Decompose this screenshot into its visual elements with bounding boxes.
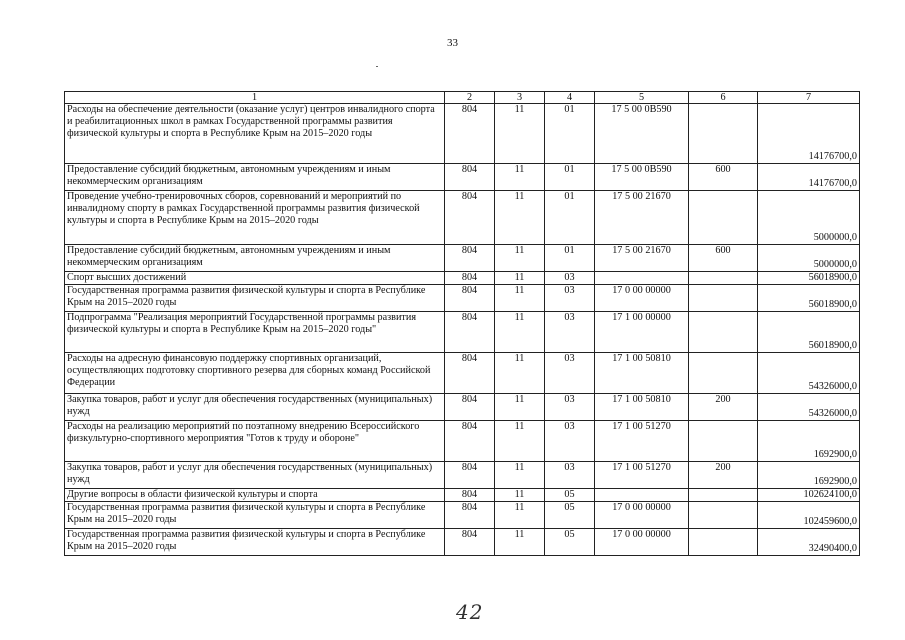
table-row [65,353,860,394]
table-header-row [65,92,860,104]
page-number: 33 [447,37,458,49]
cell-amount: 14176700,0 [758,164,860,191]
cell-col5: 17 5 00 0В590 [595,164,689,191]
cell-col3: 11 [495,394,545,421]
cell-col5: 17 0 00 00000 [595,285,689,312]
cell-col5: 17 1 00 51270 [595,462,689,489]
row-name: Закупка товаров, работ и услуг для обеспечения государственных (муниципальных) нужд [65,394,445,421]
cell-col3: 11 [495,529,545,556]
cell-col4: 03 [545,353,595,394]
table-row [65,104,860,164]
row-name: Государственная программа развития физической культуры и спорта в Республике Крым на 2015–2020 годы [65,502,445,529]
cell-col6 [689,489,758,502]
cell-col6 [689,191,758,245]
cell-col3: 11 [495,312,545,353]
cell-col6: 200 [689,394,758,421]
cell-col3: 11 [495,285,545,312]
cell-col3: 11 [495,245,545,272]
row-name: Другие вопросы в области физической культуры и спорта [65,489,445,502]
cell-col5: 17 1 00 51270 [595,421,689,462]
cell-col5: 17 0 00 00000 [595,529,689,556]
row-name: Предоставление субсидий бюджетным, автономным учреждениям и иным некоммерческим организациям [65,164,445,191]
cell-col2: 804 [445,104,495,164]
cell-col4: 03 [545,272,595,285]
cell-col2: 804 [445,353,495,394]
cell-amount: 54326000,0 [758,394,860,421]
cell-col6 [689,421,758,462]
column-header-2: 2 [445,92,495,104]
cell-col2: 804 [445,245,495,272]
column-header-4: 4 [545,92,595,104]
cell-col4: 01 [545,104,595,164]
cell-col4: 03 [545,285,595,312]
cell-col2: 804 [445,164,495,191]
cell-amount: 56018900,0 [758,272,860,285]
cell-col6: 600 [689,245,758,272]
cell-col3: 11 [495,462,545,489]
column-header-7: 7 [758,92,860,104]
row-name: Предоставление субсидий бюджетным, автономным учреждениям и иным некоммерческим организациям [65,245,445,272]
row-name: Спорт высших достижений [65,272,445,285]
cell-col3: 11 [495,353,545,394]
table-row [65,285,860,312]
row-name: Государственная программа развития физической культуры и спорта в Республике Крым на 2015–2020 годы [65,285,445,312]
row-name: Расходы на адресную финансовую поддержку спортивных организаций, осуществляющих подготовку спортивного резерва для сборных команд Российской Федерации [65,353,445,394]
cell-col2: 804 [445,312,495,353]
cell-col2: 804 [445,191,495,245]
table-row [65,394,860,421]
cell-col4: 01 [545,164,595,191]
cell-col5: 17 1 00 50810 [595,394,689,421]
cell-col6: 200 [689,462,758,489]
cell-col2: 804 [445,462,495,489]
cell-col5: 17 1 00 50810 [595,353,689,394]
cell-col5: 17 0 00 00000 [595,502,689,529]
table-row [65,191,860,245]
cell-col4: 01 [545,245,595,272]
row-name: Подпрограмма "Реализация мероприятий Государственной программы развития физической культуры и спорта в Республике Крым на 2015–2020 годы" [65,312,445,353]
cell-col2: 804 [445,421,495,462]
cell-col2: 804 [445,502,495,529]
cell-col4: 05 [545,489,595,502]
column-header-3: 3 [495,92,545,104]
table-row [65,272,860,285]
scan-speck [376,66,378,67]
cell-col6 [689,353,758,394]
cell-amount: 54326000,0 [758,353,860,394]
row-name: Расходы на реализацию мероприятий по поэтапному внедрению Всероссийского физкультурно-спортивного мероприятия "Готов к труду и обороне" [65,421,445,462]
cell-col2: 804 [445,394,495,421]
cell-col4: 03 [545,394,595,421]
cell-col6 [689,502,758,529]
cell-col6 [689,529,758,556]
cell-amount: 56018900,0 [758,285,860,312]
cell-amount: 102624100,0 [758,489,860,502]
column-header-6: 6 [689,92,758,104]
cell-col5: 17 5 00 21670 [595,245,689,272]
cell-col2: 804 [445,489,495,502]
cell-col4: 03 [545,421,595,462]
row-name: Проведение учебно-тренировочных сборов, соревнований и мероприятий по инвалидному спорту в рамках Государственной программы развития физической культуры и спорта в Республике Крым на 2015–2020 годы [65,191,445,245]
table-row [65,462,860,489]
cell-col4: 01 [545,191,595,245]
cell-col6 [689,272,758,285]
cell-col3: 11 [495,191,545,245]
cell-col6 [689,312,758,353]
cell-amount: 14176700,0 [758,104,860,164]
budget-table [64,91,860,556]
cell-col5: 17 1 00 00000 [595,312,689,353]
cell-col4: 03 [545,312,595,353]
cell-amount: 5000000,0 [758,245,860,272]
cell-col3: 11 [495,164,545,191]
cell-col3: 11 [495,104,545,164]
cell-col2: 804 [445,285,495,312]
cell-col6 [689,104,758,164]
table-row [65,245,860,272]
cell-amount: 1692900,0 [758,421,860,462]
cell-col3: 11 [495,421,545,462]
cell-amount: 32490400,0 [758,529,860,556]
row-name: Государственная программа развития физической культуры и спорта в Республике Крым на 2015–2020 годы [65,529,445,556]
row-name: Расходы на обеспечение деятельности (оказание услуг) центров инвалидного спорта и реабилитационных школ в рамках Государственной программы развития физической культуры и спорта в Республике Крым на 2015–2020 годы [65,104,445,164]
cell-col2: 804 [445,272,495,285]
column-header-5: 5 [595,92,689,104]
cell-col3: 11 [495,502,545,529]
cell-col4: 05 [545,502,595,529]
row-name: Закупка товаров, работ и услуг для обеспечения государственных (муниципальных) нужд [65,462,445,489]
cell-col6: 600 [689,164,758,191]
cell-col3: 11 [495,489,545,502]
cell-amount: 1692900,0 [758,462,860,489]
cell-amount: 102459600,0 [758,502,860,529]
handwritten-page-mark: 42 [456,600,484,624]
cell-col5: 17 5 00 21670 [595,191,689,245]
cell-col6 [689,285,758,312]
column-header-1: 1 [65,92,445,104]
table-row [65,421,860,462]
table-row [65,164,860,191]
table-row [65,502,860,529]
cell-col4: 05 [545,529,595,556]
table-row [65,529,860,556]
cell-col4: 03 [545,462,595,489]
cell-amount: 56018900,0 [758,312,860,353]
cell-col5 [595,272,689,285]
cell-amount: 5000000,0 [758,191,860,245]
cell-col3: 11 [495,272,545,285]
cell-col2: 804 [445,529,495,556]
cell-col5 [595,489,689,502]
cell-col5: 17 5 00 0В590 [595,104,689,164]
table-row [65,489,860,502]
table-row [65,312,860,353]
